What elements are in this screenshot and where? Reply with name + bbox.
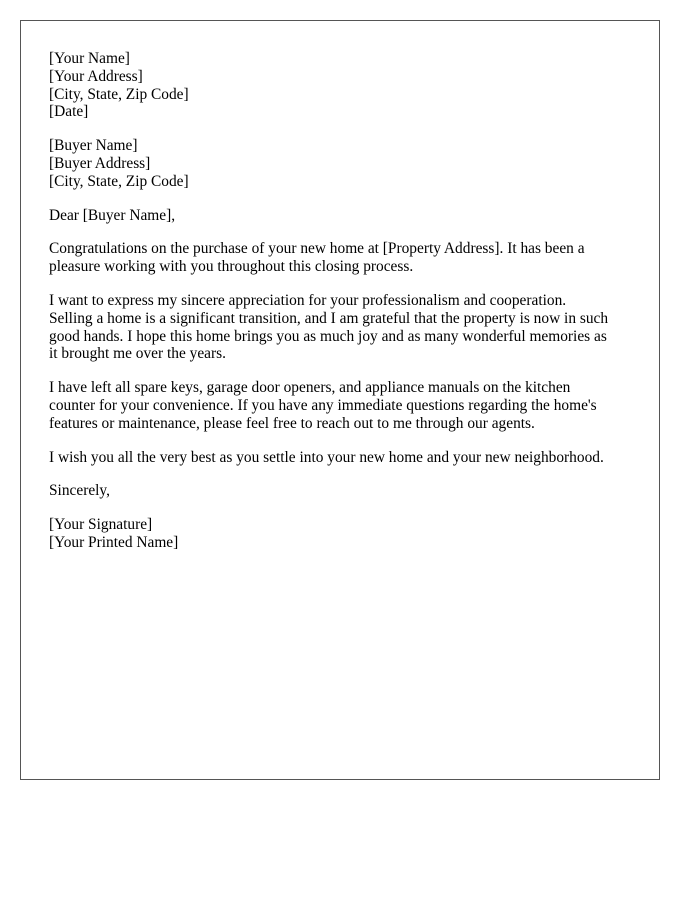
paragraph-line: features or maintenance, please feel free to reach out to me through our agents.	[49, 414, 535, 432]
recipient-address: [Buyer Address]	[49, 154, 151, 172]
paragraph-line: good hands. I hope this home brings you as much joy and as many wonderful memories as	[49, 327, 607, 345]
sender-block	[49, 50, 643, 121]
paragraph-line: I want to express my sincere appreciation for your professionalism and cooperation.	[49, 291, 567, 309]
printed-name: [Your Printed Name]	[49, 533, 179, 551]
paragraph-line: I wish you all the very best as you settle into your new home and your new neighborhood.	[49, 448, 604, 466]
salutation: Dear [Buyer Name],	[49, 206, 176, 224]
signature-block	[49, 516, 643, 552]
paragraph-line: Selling a home is a significant transition, and I am grateful that the property is now in such	[49, 309, 609, 327]
paragraph-best-wishes	[49, 449, 643, 467]
letter-page	[20, 20, 660, 780]
paragraph-congratulations	[49, 240, 643, 276]
sender-name: [Your Name]	[49, 50, 130, 67]
paragraph-keys-and-manuals	[49, 379, 643, 432]
paragraph-line: it brought me over the years.	[49, 345, 226, 363]
letter-body	[49, 50, 643, 568]
paragraph-line: Congratulations on the purchase of your new home at [Property Address]. It has been a	[49, 240, 585, 258]
paragraph-line: counter for your convenience. If you have any immediate questions regarding the home's	[49, 396, 597, 414]
paragraph-line: pleasure working with you throughout this closing process.	[49, 258, 414, 276]
recipient-city-state-zip: [City, State, Zip Code]	[49, 172, 189, 190]
letter-date: [Date]	[49, 103, 89, 121]
sender-address: [Your Address]	[49, 67, 143, 85]
signature-line: [Your Signature]	[49, 516, 153, 534]
paragraph-appreciation	[49, 292, 643, 363]
sender-city-state-zip: [City, State, Zip Code]	[49, 85, 189, 103]
closing: Sincerely,	[49, 482, 110, 500]
recipient-block	[49, 137, 643, 190]
recipient-name: [Buyer Name]	[49, 137, 138, 155]
paragraph-line: I have left all spare keys, garage door openers, and appliance manuals on the kitchen	[49, 379, 571, 397]
